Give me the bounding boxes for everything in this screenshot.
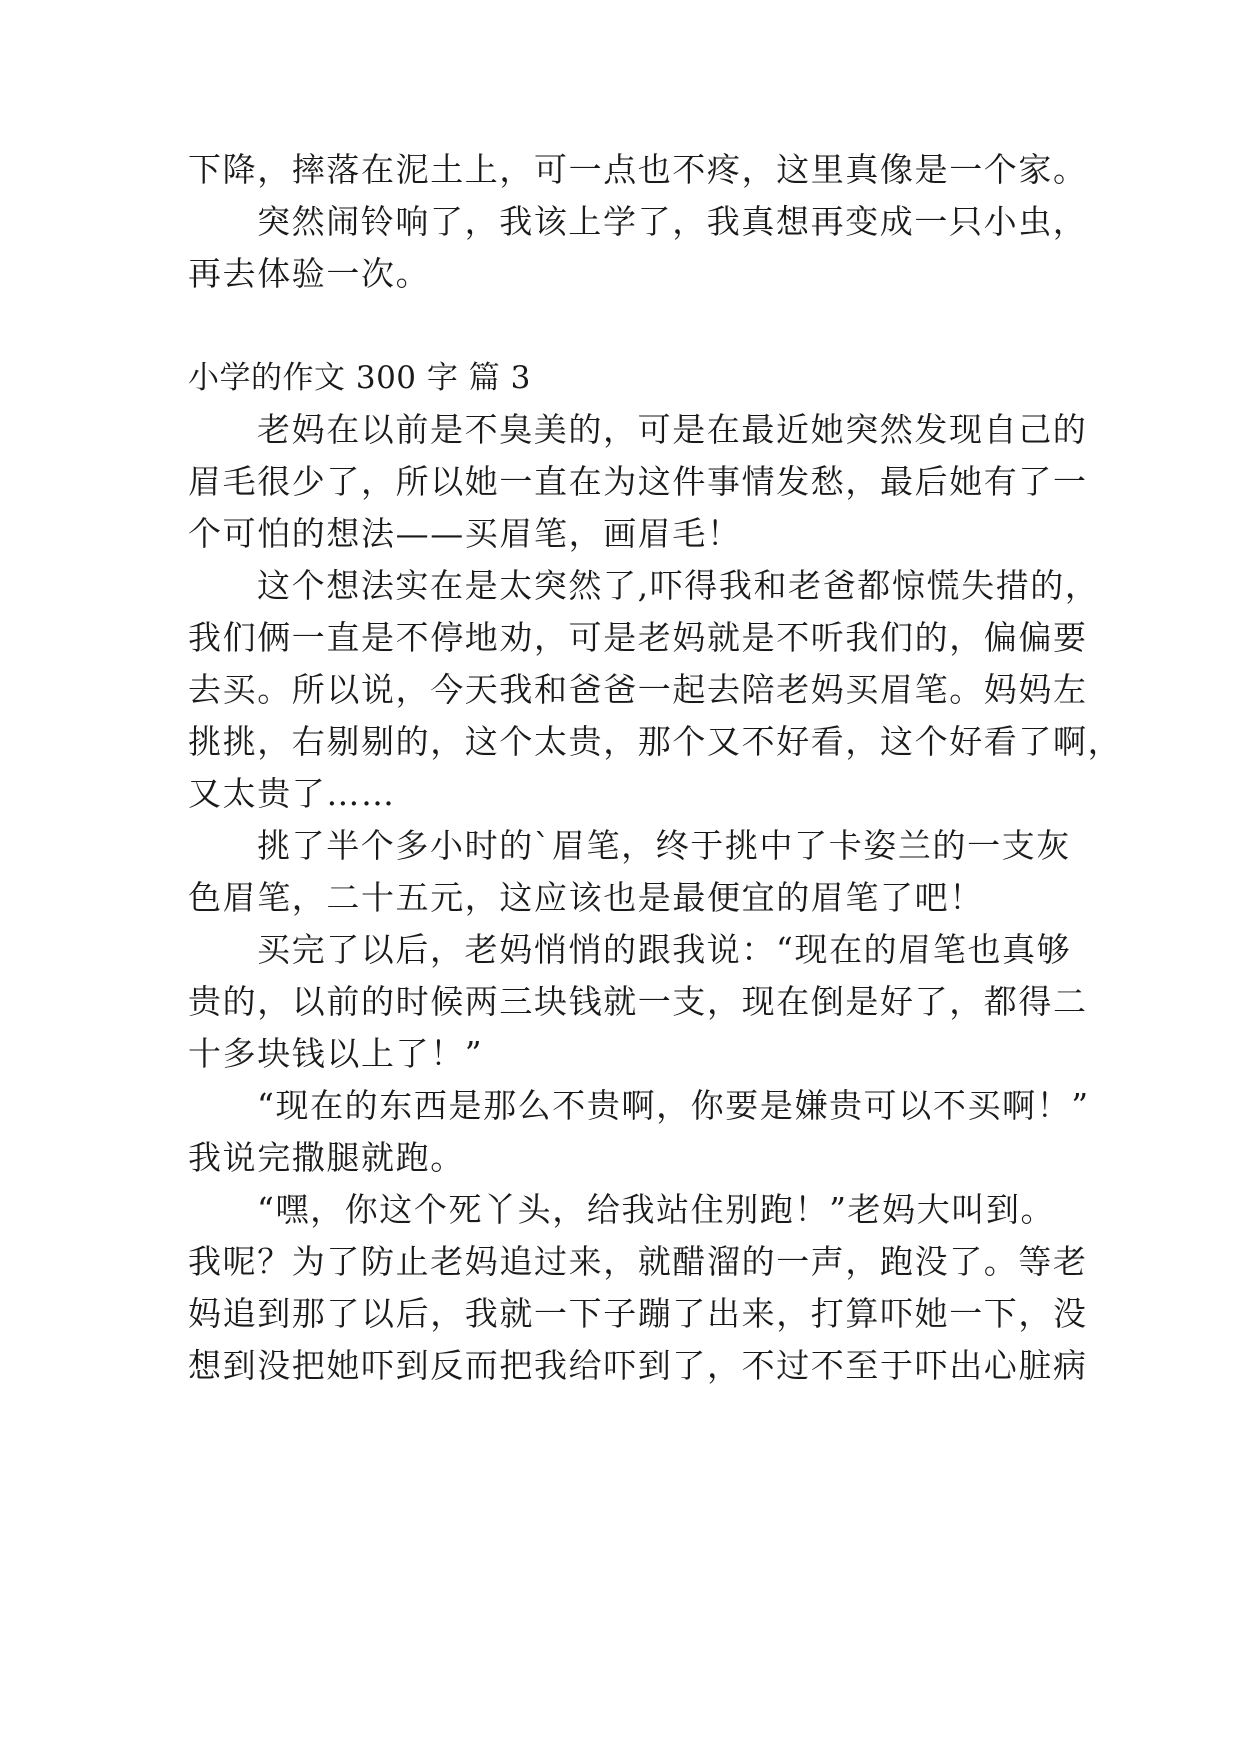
text-line: 我呢？为了防止老妈追过来，就醋溜的一声，跑没了。等老 [188,1242,1088,1281]
paragraph-start-line: 买完了以后，老妈悄悄的跟我说：“现在的眉笔也真够 [257,930,1072,969]
paragraph-start-line: “嘿，你这个死丫头，给我站住别跑！”老妈大叫到。 [257,1190,1056,1229]
text-line: 妈追到那了以后，我就一下子蹦了出来，打算吓她一下，没 [188,1294,1088,1333]
text-line: 再去体验一次。 [188,254,431,293]
text-line: 我说完撒腿就跑。 [188,1138,465,1177]
text-line: 贵的，以前的时候两三块钱就一支，现在倒是好了，都得二 [188,982,1088,1021]
text-line: 挑挑，右剔剔的，这个太贵，那个又不好看，这个好看了啊， [188,722,1123,761]
text-line: 去买。所以说，今天我和爸爸一起去陪老妈买眉笔。妈妈左 [188,670,1088,709]
text-line: 个可怕的想法——买眉笔，画眉毛！ [188,514,742,553]
text-line: 又太贵了…… [188,774,396,813]
text-line: 我们俩一直是不停地劝，可是老妈就是不听我们的，偏偏要 [188,618,1088,657]
text-line: 下降，摔落在泥土上，可一点也不疼，这里真像是一个家。 [188,150,1088,189]
text-line: 十多块钱以上了！” [188,1034,484,1073]
text-line: 想到没把她吓到反而把我给吓到了，不过不至于吓出心脏病 [188,1346,1088,1385]
paragraph-start-line: 挑了半个多小时的`眉笔，终于挑中了卡姿兰的一支灰 [257,826,1071,865]
paragraph-start-line: 这个想法实在是太突然了,吓得我和老爸都惊慌失措的， [257,566,1100,605]
text-line: 眉毛很少了，所以她一直在为这件事情发愁，最后她有了一 [188,462,1088,501]
text-line: 色眉笔，二十五元，这应该也是最便宜的眉笔了吧！ [188,878,984,917]
section-heading: 小学的作文 300 字 篇 3 [188,360,531,396]
paragraph-start-line: “现在的东西是那么不贵啊，你要是嫌贵可以不买啊！” [257,1086,1090,1125]
paragraph-start-line: 老妈在以前是不臭美的，可是在最近她突然发现自己的 [257,410,1088,449]
paragraph-start-line: 突然闹铃响了，我该上学了，我真想再变成一只小虫， [257,202,1088,241]
